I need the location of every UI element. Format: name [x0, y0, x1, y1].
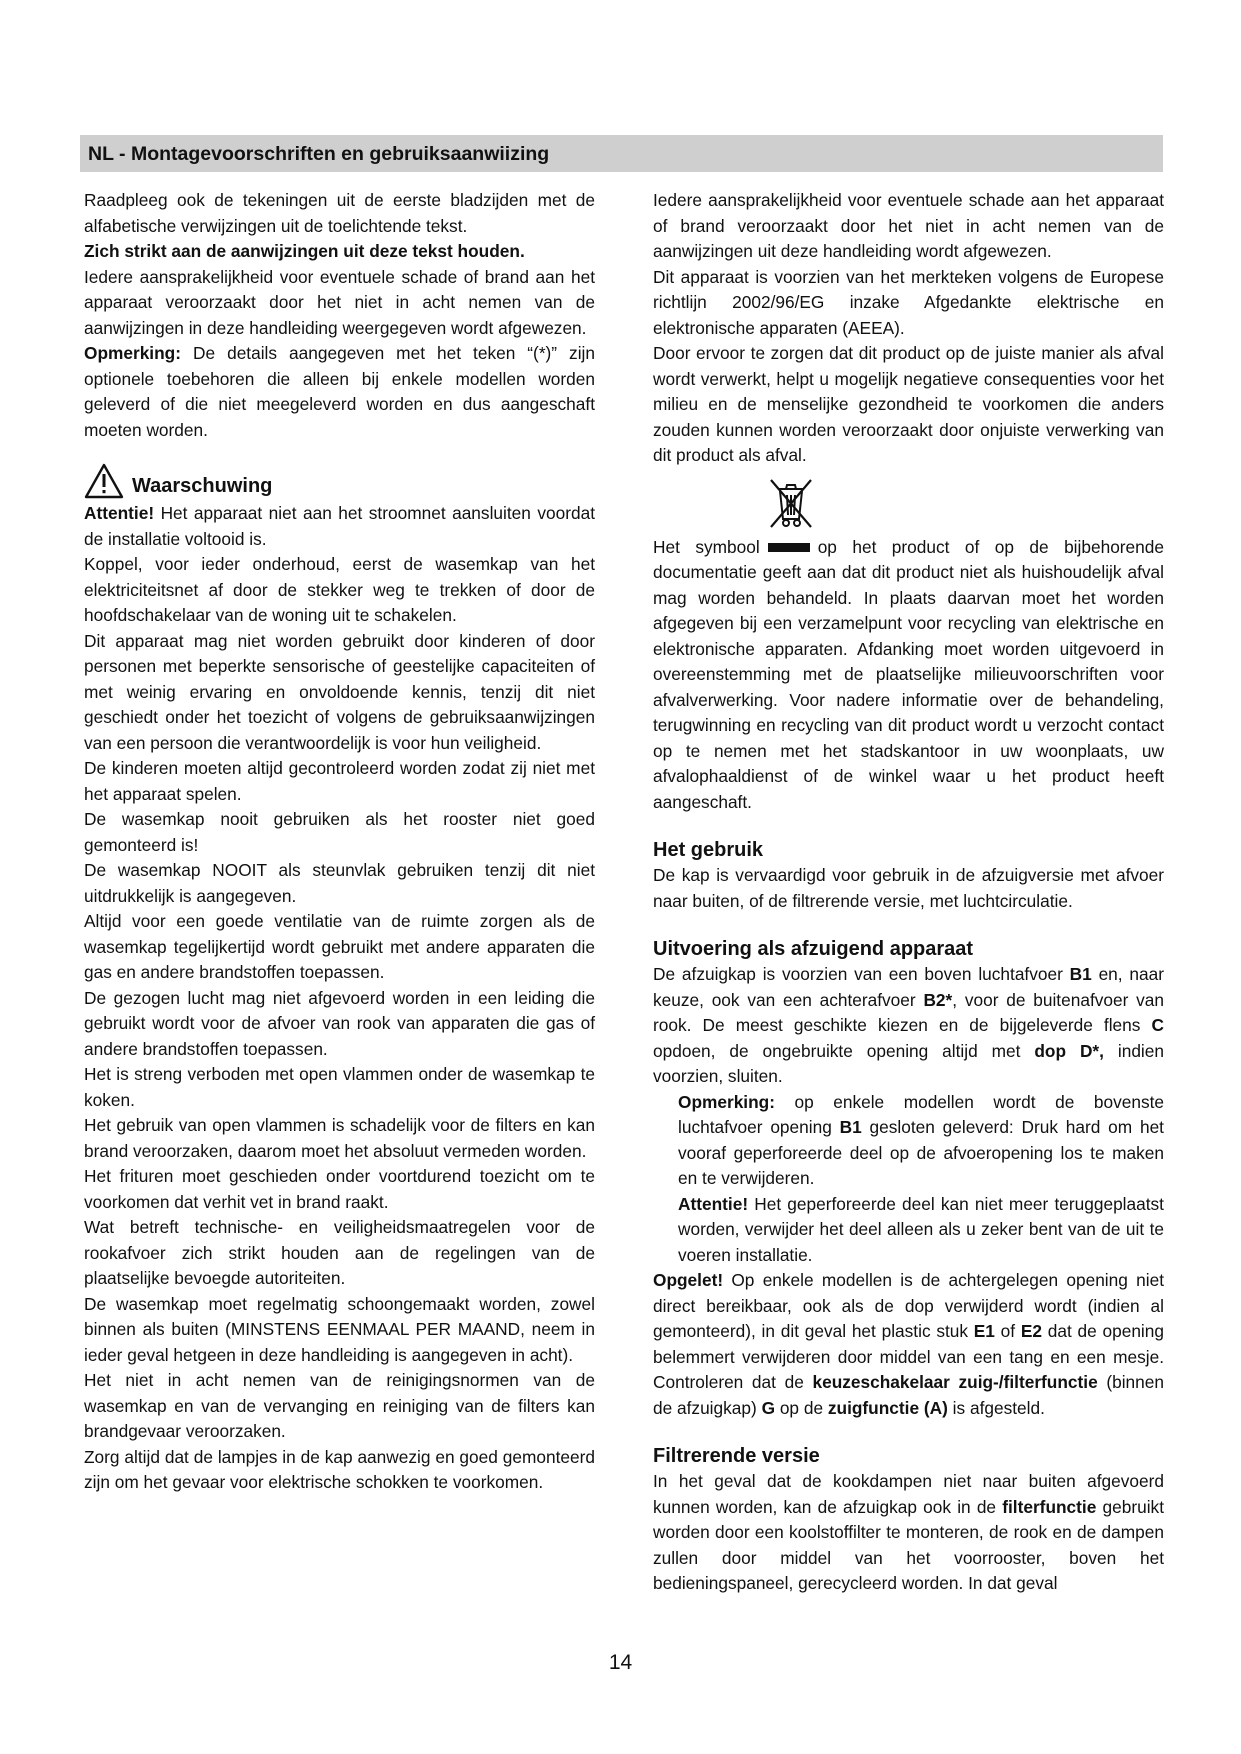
extraction-note: Opmerking: op enkele modellen wordt de bovenste luchtafvoer opening B1 gesloten geleverd: Druk hard om het vooraf geperforeerde deel op de afvoeropening los te maken en te verwijderen.: [678, 1091, 1164, 1188]
warning-paragraph: De wasemkap moet regelmatig schoongemaakt worden, zowel binnen als buiten (MINSTENS EENMAAL PER MAAND, neem in ieder geval hetgeen in deze handleiding is aangegeven in acht).: [84, 1293, 595, 1365]
warning-icon: [84, 463, 124, 499]
warning-paragraph: Het is streng verboden met open vlammen onder de wasemkap te koken.: [84, 1064, 595, 1110]
intro-paragraph: Raadpleeg ook de tekeningen uit de eerste bladzijden met de alfabetische verwijzingen uit de toelichtende tekst. Zich strikt aan de aanwijzingen uit deze tekst houden. Iedere aansprakelijkheid voor eventuele schade of brand aan het apparaat veroorzaakt door het niet in acht nemen van de aanwijzingen in deze handleiding weergegeven wordt afgewezen.: [84, 190, 595, 338]
weee-bar-icon: [768, 543, 810, 552]
caution-paragraph: Opgelet! Op enkele modellen is de achtergelegen opening niet direct bereikbaar, ook als de dop verwijderd wordt (indien al gemonteerd), in dit geval het plastic stuk E1 of E2 dat de opening belemmert verwijderen door middel van een tang en een mesje. Controleren dat de keuzeschakelaar zuig-/filterfunctie (binnen de afzuigkap) G op de zuigfunctie (A) is afgesteld.: [653, 1270, 1164, 1418]
liability-paragraph: Iedere aansprakelijkheid voor eventuele schade aan het apparaat of brand veroorzaakt door het niet in acht nemen van de aanwijzingen uit deze handleiding wordt afgewezen.: [653, 190, 1164, 261]
warning-paragraph: Wat betreft technische- en veiligheidsmaatregelen voor de rookafvoer zich strikt houden aan de regelingen van de plaatselijke bevoegde autoriteiten.: [84, 1217, 595, 1288]
filter-paragraph: In het geval dat de kookdampen niet naar buiten afgevoerd kunnen worden, kan de afzuigkap ook in de filterfunctie gebruikt worden door een koolstoffilter te monteren, de rook en de dampen zullen door middel van het voorrooster, boven het bedieningspaneel, gerecycleerd worden. In dat geval: [653, 1471, 1164, 1593]
crossed-bin-icon: [764, 475, 818, 531]
weee-paragraph: Dit apparaat is voorzien van het merkteken volgens de Europese richtlijn 2002/96/EG inzake Afgedankte elektrische en elektronische apparaten (AEEA).: [653, 266, 1164, 338]
filter-title: Filtrerende versie: [653, 1445, 820, 1467]
right-column: [653, 188, 1164, 1597]
warning-paragraph: Zorg altijd dat de lampjes in de kap aanwezig en goed gemonteerd zijn om het gevaar voor elektrische schokken te voorkomen.: [84, 1446, 595, 1492]
weee-paragraph: Door ervoor te zorgen dat dit product op de juiste manier als afval wordt verwerkt, helpt u mogelijk negatieve consequenties voor het milieu en de menselijke gezondheid te voorkomen die anders zouden kunnen worden veroorzaakt door onjuiste verwerking van dit product als afval.: [653, 343, 1164, 465]
warning-paragraph: De kinderen moeten altijd gecontroleerd worden zodat zij niet met het apparaat spelen.: [84, 758, 595, 804]
warning-paragraph: De wasemkap NOOIT als steunvlak gebruiken tenzij dit niet uitdrukkelijk is aangegeven.: [84, 860, 595, 906]
warning-paragraph: Het frituren moet geschieden onder voortdurend toezicht om te voorkomen dat verhit vet in brand raakt.: [84, 1166, 595, 1212]
warning-paragraph: Het niet in acht nemen van de reinigingsnormen van de wasemkap en van de vervanging en reiniging van de filters kan brandgevaar veroorzaken.: [84, 1370, 595, 1441]
warning-title: Waarschuwing: [132, 475, 273, 497]
left-column: [84, 188, 595, 1496]
warning-paragraph: De gezogen lucht mag niet afgevoerd worden in een leiding die gebruikt wordt voor de afvoer van rook van apparaten die gas of andere brandstoffen toepassen.: [84, 987, 595, 1059]
warning-heading: [84, 463, 595, 499]
use-paragraph: De kap is vervaardigd voor gebruik in de afzuigversie met afvoer naar buiten, of de filtrerende versie, met luchtcirculatie.: [653, 865, 1164, 911]
extraction-paragraph: De afzuigkap is voorzien van een boven luchtafvoer B1 en, naar keuze, ook van een achterafvoer B2*, voor de buitenafvoer van rook. De meest geschikte kiezen en de bijgeleverde flens C opdoen, de ongebruikte opening altijd met dop D*, indien voorzien, sluiten.: [653, 964, 1164, 1086]
warning-paragraph: Het gebruik van open vlammen is schadelijk voor de filters en kan brand veroorzaken, daarom moet het absoluut vermeden worden.: [84, 1115, 595, 1161]
use-title: Het gebruik: [653, 839, 764, 861]
warning-paragraph: Koppel, voor ieder onderhoud, eerst de wasemkap van het elektriciteitsnet af door de stekker weg te trekken of door de hoofdschakelaar van de woning uit te schakelen.: [84, 554, 595, 625]
note-paragraph: Opmerking: De details aangegeven met het teken “(*)” zijn optionele toebehoren die alleen bij enkele modellen worden geleverd of die niet meegeleverd worden en dus aangeschaft moeten worden.: [84, 343, 595, 440]
warning-paragraph: Altijd voor een goede ventilatie van de ruimte zorgen als de wasemkap tegelijkertijd wordt gebruikt met andere apparaten die gas en andere brandstoffen toepassen.: [84, 911, 595, 982]
attention-paragraph: Attentie! Het apparaat niet aan het stroomnet aansluiten voordat de installatie voltooid is.: [84, 503, 595, 549]
page-header: [80, 135, 1163, 172]
warning-paragraph: De wasemkap nooit gebruiken als het rooster niet goed gemonteerd is!: [84, 809, 595, 855]
warning-paragraph: Dit apparaat mag niet worden gebruikt door kinderen of door personen met beperkte sensorische of geestelijke capaciteiten of met weinig ervaring en onvoldoende kennis, tenzij dit niet geschiedt onder het toezicht of volgens de gebruiksaanwijzingen van een persoon die verantwoordelijk is voor hun veiligheid.: [84, 630, 595, 753]
header-title: NL - Montagevoorschriften en gebruiksaanwiizing: [88, 143, 550, 165]
symbol-paragraph: Het symbool op het product of op de bijbehorende documentatie geeft aan dat dit product niet als huishoudelijk afval mag worden behandeld. In plaats daarvan moet het worden afgegeven bij een verzamelpunt voor recycling van elektrische en elektronische apparaten. Afdanking moet worden uitgevoerd in overeenstemming met de plaatselijke milieuvoorschriften voor afvalverwerking. Voor nadere informatie over de behandeling, terugwinning en recycling van dit product wordt u verzocht contact op te nemen met het stadskantoor in uw woonplaats, uw afvalophaaldienst of de winkel waar u het product heeft aangeschaft.: [653, 536, 1165, 812]
intro-bold: Zich strikt aan de aanwijzingen uit deze tekst houden.: [84, 241, 525, 261]
extraction-attention: Attentie! Het geperforeerde deel kan niet meer teruggeplaatst worden, verwijder het deel alleen als u zeker bent van de uit te voeren installatie.: [678, 1193, 1164, 1265]
page-number: 14: [608, 1651, 633, 1674]
extraction-title: Uitvoering als afzuigend apparaat: [653, 938, 974, 960]
